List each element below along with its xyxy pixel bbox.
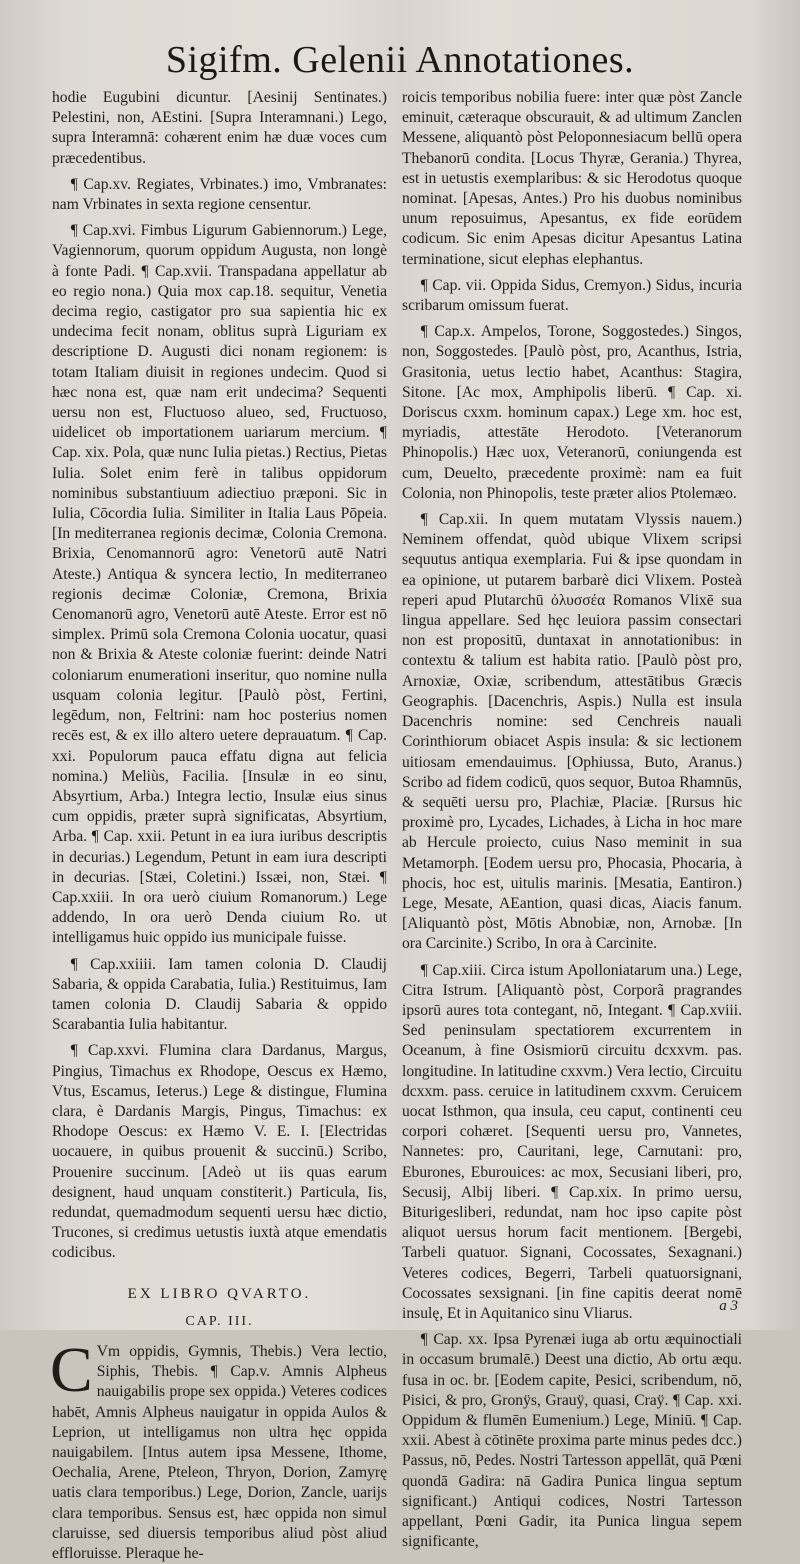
paragraph: ¶ Cap. xx. Ipsa Pyrenæi iuga ab ortu æquinoctiali in occasum brumalē.) Deest una dictio, Ab ortu æqu. fusa in oc. br. [Eodem capite, Pesici, scribendum, nō, Pisici, & pro, Gronÿs, Grauÿ, quasi, Craÿ. ¶ Cap. xxi. Oppidum & flumēn Eumenium.) Lege, Miniū. ¶ Cap. xxii. Abest à cōtinēte proxima parte minus pedes dcc.) Passus, nō, Pedes. Nostri Tartesson appellāt, quā Pœni quondā Gadira: nā Gadira Punica lingua septum significant.) Antiqui codices, Nostri Tartesson appellant, Pœni Gadir, ita Punica lingua sepem significante, — [402, 1331, 742, 1551]
dropcap-paragraph — [50, 1333, 387, 1564]
paragraph: ¶ Cap.xxvi. Flumina clara Dardanus, Margus, Pingius, Timachus ex Rhodope, Oescus ex Hæmo, Vtus, Escamus, Ieterus.) Lege & distingue, Flumina clara, è Dardanis Margis, Pingus, Timachus: ex Rhodope Oescus: ex Hæmo V. E. I. [Electridas uocauere, in quibus prouenit & succinū.) Scribo, Prouenire succinum. [Adeò ut iis quas earum designent, haud unquam constiterit.) Particula, Iis, redundat, quemadmodum sequenti uersu hæc dictio, Trucones, si credimus uetustis iuxtà atque emendatis codicibus. — [52, 1042, 387, 1262]
running-head: Sigifm. Gelenii Annotationes. — [165, 39, 635, 81]
paragraph: ¶ Cap.x. Ampelos, Torone, Soggostedes.) Singos, non, Soggostedes. [Paulò pòst, pro, Acanthus, Istria, Grasitonia, uetus lectio habet, Acanthus: Stagira, Sitone. [Ac mox, Amphipolis liberū. ¶ Cap. xi. Doriscus cxxm. hominum capax.) Lege xm. hoc est, myriadis, attestāte Herodoto. [Veteranorum Phinopolis.) Hæc uox, Veteranorū, coniungenda est cum, Deuelto, præcedente proximè: nam ea fuit Colonia, non Phinopolis, teste præter alios Ptolemæo. — [402, 323, 742, 502]
paragraph: hodie Eugubini dicuntur. [Aesinij Sentinates.) Pelestini, non, AEstini. [Supra Interamnani.) Lego, supra Interamnā: cohærent enim hæ duæ voces cum præcedentibus. — [52, 89, 387, 167]
paragraph: roicis temporibus nobilia fuere: inter quæ pòst Zancle eminuit, cæteraque obscurauit, & ad ultimum Zanclen Messene, aliquantò pòst Peloponnesiacum bellū opera Thebanorū condita. [Locus Thyræ, Gerania.) Thyrea, est in uetustis exemplaribus: & sic Herodotus quoque nominat. [Apesas, Antes.) Pro his duobus nominibus unum reposuimus, Apesantus, ex fide eorūdem codicum. Sic enim Apesas dicitur Apesantus Latina terminatione, sicut elephas elephantus. — [402, 89, 742, 268]
paragraph: ¶ Cap.xiii. Circa istum Apolloniatarum una.) Lege, Citra Istrum. [Aliquantò pòst, Corporã pragrandes ipsorū aures tota contegant, nō, Integant. ¶ Cap.xviii. Sed peninsulam spectatiorem excurrentem in Oceanum, à fine Osismiorū circuitu dcxxvm. pas. longitudine. In latitudine cxxvm.) Vera lectio, Circuitu dcxxm. pass. ceruice in latitudinem cxxvm. Ceruicem uocat Isthmon, qua insula, ceu caput, continenti ceu corpori cohæret. [Sequenti uersu pro, Vannetes, Nannetes: pro, Cauritani, lege, Carnutani: pro, Eburones, Eburouices: ac mox, Secusiani liberi, pro, Secusij, Albij liberi. ¶ Cap.xix. In primo uersu, Biturigesliberi, redundat, nam hoc ipso capite pòst aliquot uersus horum facit mentionem. [Bergebi, Tarbeli quatuor. Signani, Cocossates, Sexagnani.) Veteres codices, Begerri, Tarbeli quatuorsignani, Cocossates sexsignani. [in fine capitis deerat nomē insulę, Et in Aquitanico sinu Vliarus. — [402, 961, 742, 1322]
paragraph: ¶ Cap. vii. Oppida Sidus, Cremyon.) Sidus, incuria scribarum omissum fuerat. — [402, 276, 742, 315]
paragraph-text: Vm oppidis, Gymnis, Thebis.) Vera lectio, Siphis, Thebis. ¶ Cap.v. Amnis Alpheus nauigabilis prope sex oppida.) Veteres codices habēt, Amnis Alpheus nauigatur in oppida Aulos & Leprion, ut intelligamus non ultra hęc oppida nauigabilem. [Intus autem ipsa Messene, Ithome, Oechalia, Arene, Pteleon, Thryon, Dorion, Zamyrę uatis clara temporibus.) Lege, Dorion, Zancle, uarijs clara temporibus. Sensus est, hæc oppida non simul claruisse, sed diuersis temporibus aliud pòst aliud effloruisse. Pleraque he- — [52, 1342, 387, 1563]
section-title: EX LIBRO QVARTO. — [127, 1285, 312, 1302]
drop-cap: C — [50, 1333, 93, 1405]
signature-mark: a 3 — [719, 1298, 738, 1314]
left-column — [50, 88, 387, 1563]
paragraph: ¶ Cap.xv. Regiates, Vrbinates.) imo, Vmbranates: nam Vrbinates in sexta regione censentur. — [52, 175, 387, 214]
paragraph: ¶ Cap.xvi. Fimbus Ligurum Gabiennorum.) Lege, Vagiennorum, quorum oppidum Augusta, non longè à fonte Padi. ¶ Cap.xvii. Transpadana appellatur ab eo regio nona.) Quia mox cap.18. sequitur, Venetia decima regio, castigator pro sua sapientia hic ex undecima fecit nonam, oblitus suprà Liguriam ex descriptione D. Augusti dici nonam regionem: is totam Italiam diuisit in regiones undecim. Quod si hæc nona est, quæ nam erit undecima? Sequenti uersu non est, Fluctuoso alueo, sed, Fructuoso, uidelicet ob importationem uariarum mercium. ¶ Cap. xix. Pola, quæ nunc Iulia pietas.) Rectius, Pietas Iulia. Solet enim ferè in talibus oppidorum nominibus substantiuum adiectiuo præponi. Sic in Iulia, Cōcordia Iulia. Similiter in Italia Laus Pōpeia. [In mediterranea regionis decimæ, Colonia Cremona. Brixia, Cenomannorū agro: Venetorū autē Natri Ateste.) Antiqua & syncera lectio, In mediterraneo regionis decimæ Coloniæ, Cremona, Brixia Cenomanorū agro, Venetorū autē Ateste. Error est nō simplex. Primū sola Cremona Colonia uocatur, quasi non & Brixia & Ateste coloniæ fuerint: deinde Natri coloniarum enumerationi inseritur, quo nomine nulla usquam colonia legitur. [Paulò pòst, Fertini, legēdum, non, Feltrini: nam hoc posterius nomen recēs est, & ex illo altero uetere deprauatum. ¶ Cap. xxi. Populorum pauca effatu digna aut felicia nomina.) Meliùs, Facilia. [Insulæ in eo sinu, Absyrtium, Arba.) Integra lectio, Insulæ eius sinus cum oppidis, præter suprà significatas, Absyrtium, Arba. ¶ Cap. xxii. Petunt in ea iura iuribus descriptis in decurias.) Legendum, Petunt in eam iura descripti in decurias. [Stæi, Coletini.) Issæi, non, Stæi. ¶ Cap.xxiii. In ora uerò ciuium Romanorum.) Lege addendo, In ora uerò Denda ciuium Ro. ut intelligamus huic oppido ius municipale fuisse. — [52, 222, 387, 947]
paragraph: ¶ Cap.xxiiii. Iam tamen colonia D. Claudij Sabaria, & oppida Carabatia, Iulia.) Restituimus, Iam tamen colonia D. Claudij Sabaria & oppido Scarabantia Iulia habitantur. — [52, 955, 387, 1034]
chapter-title: CAP. III. — [185, 1313, 254, 1329]
paragraph: ¶ Cap.xii. In quem mutatam Vlyssis nauem.) Neminem offendat, quòd ubique Vlixem scripsi sequutus antiqua exemplaria. Fui & ipse quondam in ea opinione, ut putarem barbarè dici Vlixem. Posteà reperi apud Plutarchū ὀλυσσέα Romanos Vlixē sua lingua appellare. Sed hęc leuiora passim consectari non est propositū, duntaxat in annotationibus: in contextu & talium est habita ratio. [Paulò pòst pro, Arnoxiæ, Oxiæ, scribendum, attestātibus Græcis Geographis. [Dacenchris, Aspis.) Nulla est insula Dacenchris nomine: sed Cenchreis nauali Corinthiorum obiacet Aspis insula: & sic lectionem uitiosam emendauimus. [Ophiussa, Buto, Aranus.) Scribo ad fidem codicū, quos sequor, Butoa Rhamnūs, & sequēti uersu pro, Plachiæ, Placiæ. [Rursus hic proximè pro, Lycades, Lichades, à Licha in hoc mare ab Hercule proiecto, cuius Naso meminit in sua Metamorph. [Eodem uersu pro, Phocasia, Phocaria, à phocis, hoc est, uitulis marinis. [Mesatia, Eantiron.) Lege, Mesate, AEantion, quasi dicas, Aiacis fanum. [Aliquantò pòst, Mōtis Abnobiæ, non, Arnobæ. [In ora Carcinite.) Scribo, In ora à Carcinite. — [402, 511, 742, 953]
